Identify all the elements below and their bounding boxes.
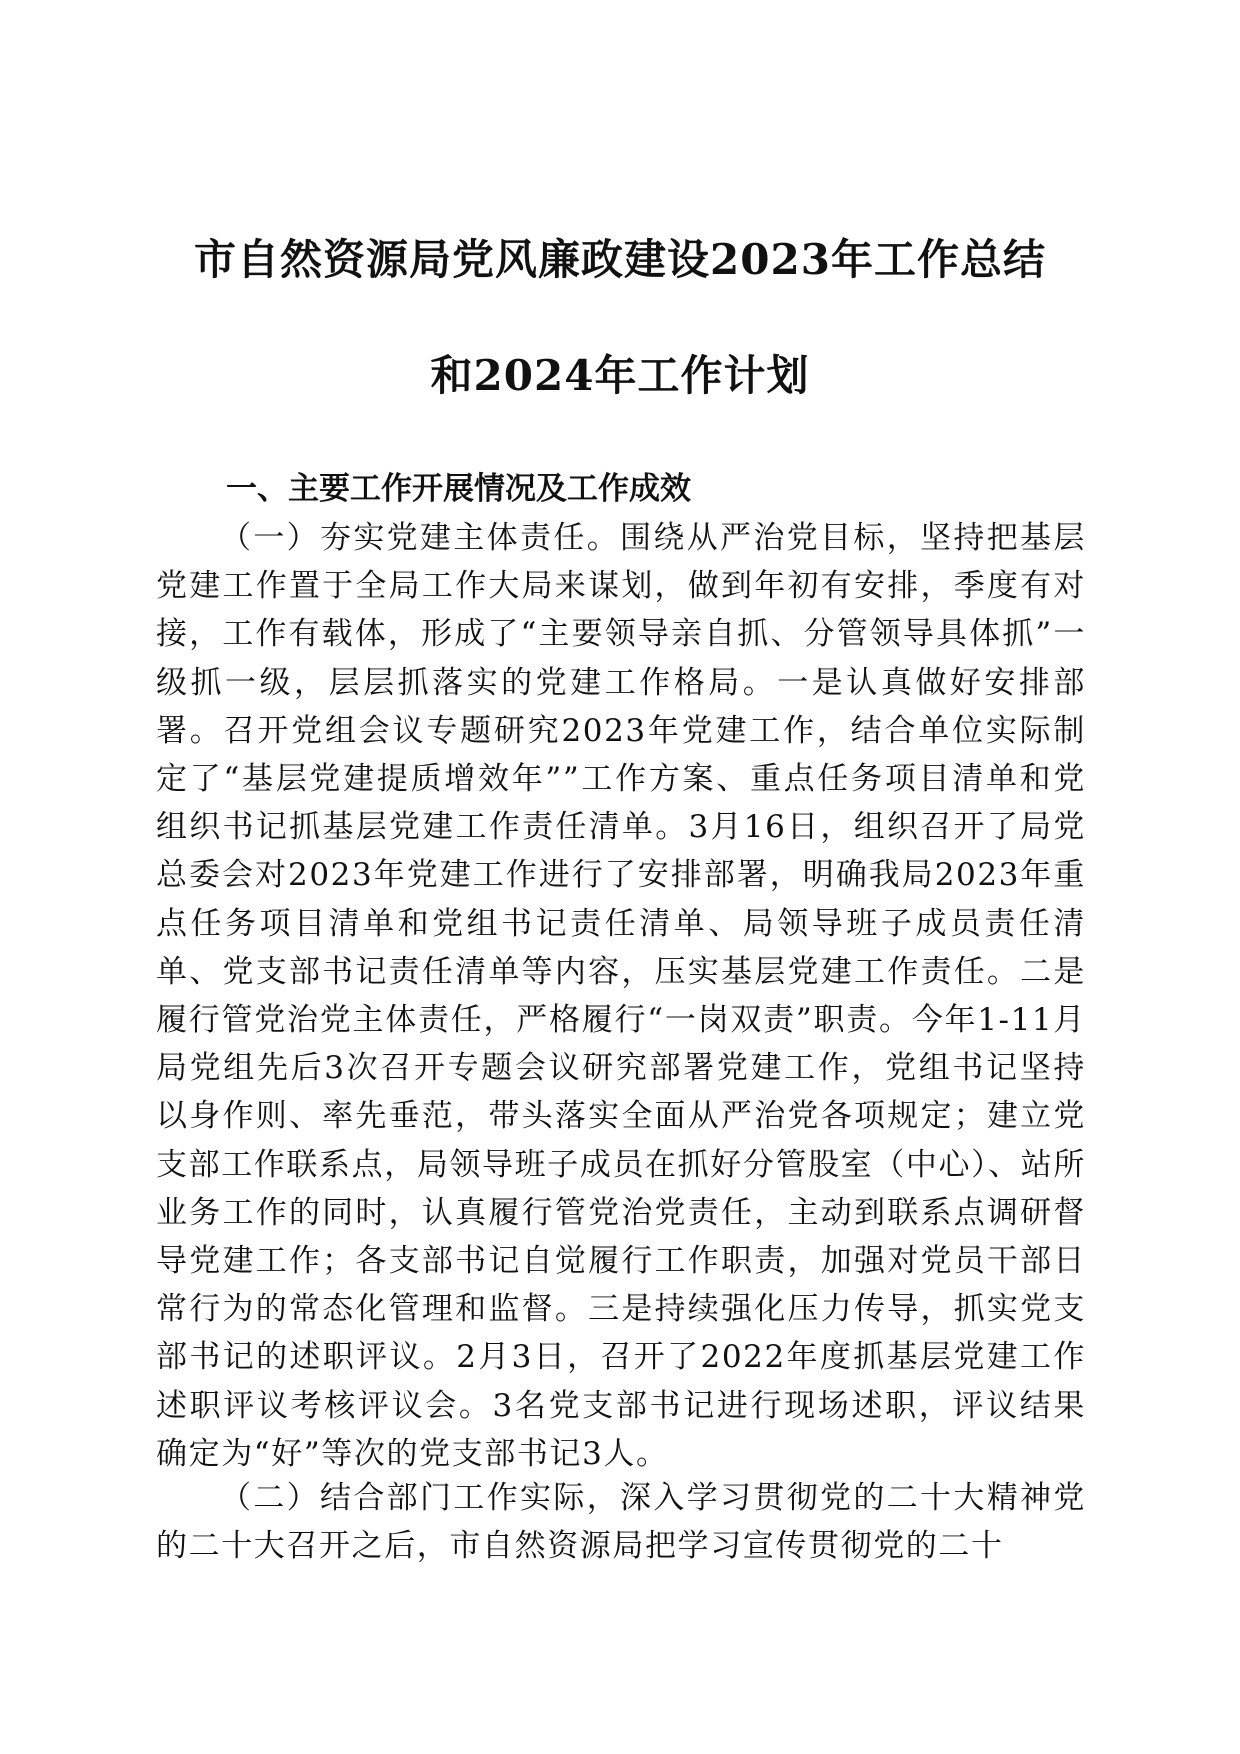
document-title-line-2: 和2024年工作计划: [430, 351, 810, 400]
body-paragraph: （二）结合部门工作实际，深入学习贯彻党的二十大精神党的二十大召开之后，市自然资源局把学习宣传贯彻党的二十: [156, 1480, 1086, 1565]
body-paragraph: （一）夯实党建主体责任。围绕从严治党目标，坚持把基层党建工作置于全局工作大局来谋划，做到年初有安排，季度有对接，工作有载体，形成了“主要领导亲自抓、分管领导具体抓”一级抓一级，层层抓落实的党建工作格局。一是认真做好安排部署。召开党组会议专题研究2023年党建工作，结合单位实际制定了“基层党建提质增效年””工作方案、重点任务项目清单和党组织书记抓基层党建工作责任清单。3月16日，组织召开了局党总委会对2023年党建工作进行了安排部署，明确我局2023年重点任务项目清单和党组书记责任清单、局领导班子成员责任清单、党支部书记责任清单等内容，压实基层党建工作责任。二是履行管党治党主体责任，严格履行“一岗双责”职责。今年1-11月局党组先后3次召开专题会议研究部署党建工作，党组书记坚持以身作则、率先垂范，带头落实全面从严治党各项规定；建立党支部工作联系点，局领导班子成员在抓好分管股室（中心）、站所业务工作的同时，认真履行管党治党责任，主动到联系点调研督导党建工作；各支部书记自觉履行工作职责，加强对党员干部日常行为的常态化管理和监督。三是持续强化压力传导，抓实党支部书记的述职评议。2月3日，召开了2022年度抓基层党建工作述职评议考核评议会。3名党支部书记进行现场述职，评议结果确定为“好”等次的党支部书记3人。: [156, 520, 1086, 1472]
body-paragraph-2-container: [156, 1474, 1086, 1570]
section-heading: 一、主要工作开展情况及工作成效: [226, 471, 691, 507]
document-title-line-1: 市自然资源局党风廉政建设2023年工作总结: [194, 235, 1046, 284]
body-paragraph-1-container: [156, 514, 1086, 1478]
